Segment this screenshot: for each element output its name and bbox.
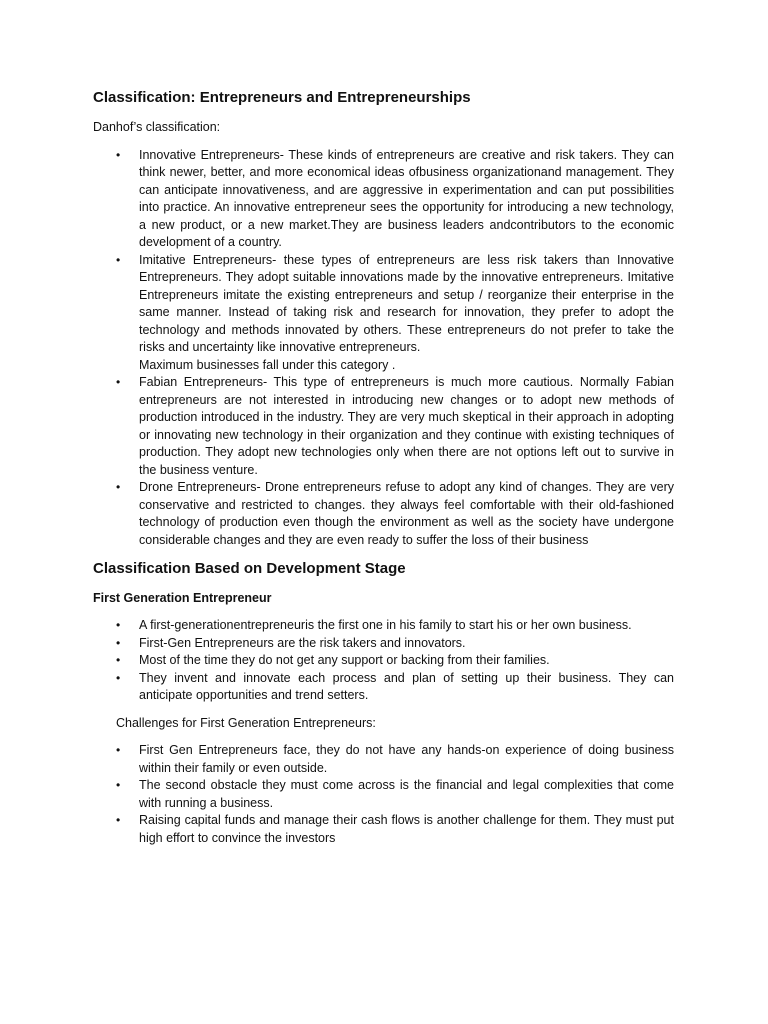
danhof-list (93, 147, 674, 550)
bullet-icon: • (116, 743, 121, 757)
list-item-text: Most of the time they do not get any support or backing from their families. (139, 653, 550, 667)
list-item-fabian (93, 374, 674, 479)
bullet-icon: • (116, 618, 121, 632)
list-item-text: First Gen Entrepreneurs face, they do not have any hands-on experience of doing business within their family or even outside. (139, 743, 674, 775)
list-item-text: Imitative Entrepreneurs- these types of entrepreneurs are less risk takers than Innovative Entrepreneurs. They adopt suitable innovations made by the innovative entrepreneurs. Imitative Entrepreneurs imitate the existing entrepreneurs and setup / reorganize their enterprise in the same manner. Instead of taking risk and research for innovation, they prefer to adopt the technology and methods innovated by others. These entrepreneurs do not prefer to take the risks and uncertainty like innovative entrepreneurs. (139, 252, 674, 354)
bullet-icon: • (116, 375, 121, 389)
list-item (93, 652, 674, 670)
bullet-icon: • (116, 252, 121, 267)
list-item-text: A first-generationentrepreneuris the first one in his family to start his or her own business. (139, 618, 632, 632)
bullet-icon: • (116, 813, 121, 827)
list-item (93, 670, 674, 705)
list-item-text: The second obstacle they must come across is the financial and legal complexities that come with running a business. (139, 778, 674, 810)
bullet-icon: • (116, 147, 121, 162)
list-item (93, 777, 674, 812)
section-title-development-stage: Classification Based on Development Stage (93, 560, 406, 577)
bullet-icon: • (116, 480, 121, 494)
bullet-icon: • (116, 778, 121, 792)
list-item (93, 617, 674, 635)
first-gen-list (93, 617, 674, 705)
list-item-imitative (93, 252, 674, 375)
list-item-text: Innovative Entrepreneurs- These kinds of entrepreneurs are creative and risk takers. They can think newer, better, and more economical ideas ofbusiness organizationand management. They can anticipate innovativeness, and are aggressive in experimentation and can put possibilities into practice. An innovative entrepreneur sees the opportunity for introducing a new technology, a new product, or a new market.They are business leaders andcontributors to the economic development of a country. (139, 147, 674, 249)
list-item-innovative (93, 147, 674, 252)
bullet-icon: • (116, 670, 121, 685)
challenges-list (93, 742, 674, 847)
list-item (93, 742, 674, 777)
list-item-drone (93, 479, 674, 549)
list-item-text: Drone Entrepreneurs- Drone entrepreneurs refuse to adopt any kind of changes. They are very conservative and restricted to changes. they always feel comfortable with their old-fashioned technology of production even though the environment as well as the society have undergone considerable changes and they are even ready to suffer the loss of their business (139, 480, 674, 547)
section-title-classification: Classification: Entrepreneurs and Entrepreneurships (93, 89, 471, 106)
list-item (93, 635, 674, 653)
danhof-intro: Danhof’s classification: (93, 120, 221, 134)
subsection-title-first-generation: First Generation Entrepreneur (93, 591, 272, 605)
list-item-text: Raising capital funds and manage their cash flows is another challenge for them. They must put high effort to convince the investors (139, 813, 674, 845)
challenges-title: Challenges for First Generation Entrepreneurs: (116, 715, 376, 730)
list-item-text: Fabian Entrepreneurs- This type of entrepreneurs is much more cautious. Normally Fabian entrepreneurs are not interested in introducing new changes or to adopt new methods of production introduced in the industry. They are very much skeptical in their approach in adopting or innovating new technology in their organization and they continue with existing techniques of production. They adopt new technologies only when there are not options left out to survive in the business venture. (139, 375, 674, 477)
list-item (93, 812, 674, 847)
bullet-icon: • (116, 635, 121, 650)
list-item-text: First-Gen Entrepreneurs are the risk takers and innovators. (139, 635, 466, 650)
list-item-text: They invent and innovate each process and plan of setting up their business. They can anticipate opportunities and trend setters. (139, 670, 674, 702)
list-item-note: Maximum businesses fall under this category . (139, 357, 396, 372)
bullet-icon: • (116, 653, 121, 667)
